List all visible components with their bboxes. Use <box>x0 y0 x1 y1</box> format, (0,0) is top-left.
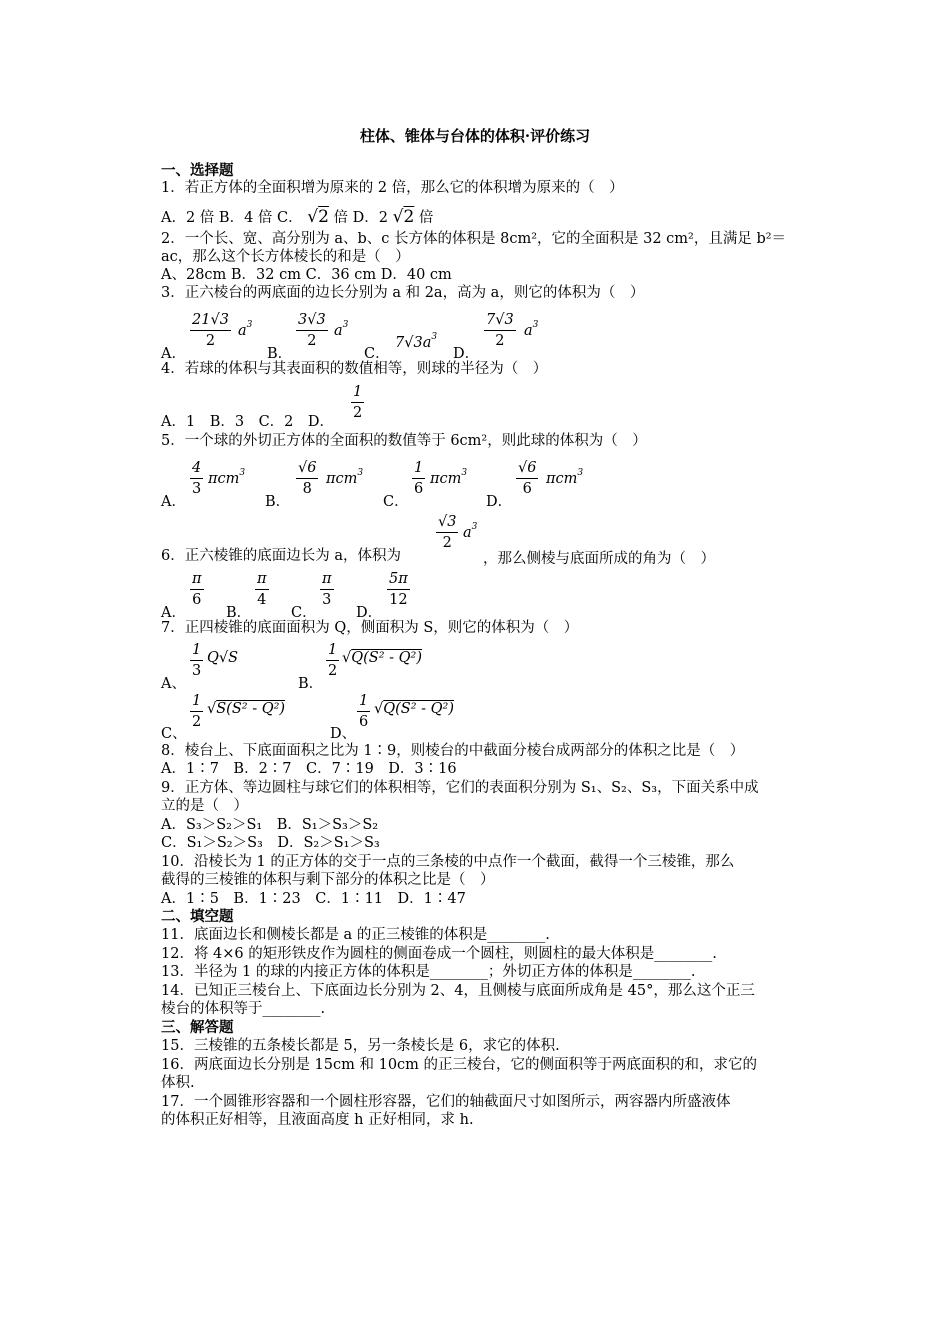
q4-option-d-fraction: $\frac{1}{2}$ <box>353 384 363 421</box>
q3-option-b-var: $a^3$ <box>334 320 349 339</box>
question-9-options-2: C．S₁＞S₂＞S₃ D．S₂＞S₁＞S₃ <box>161 835 380 851</box>
question-4-stem: 4．若球的体积与其表面积的数值相等，则球的半径为（ ） <box>161 361 548 377</box>
question-8-options: A．1∶7 B．2∶7 C．7∶19 D．3∶16 <box>161 761 457 777</box>
section-heading-choice: 一、选择题 <box>161 162 234 179</box>
question-2-line-1: 2．一个长、宽、高分别为 a、b、c 长方体的体积是 8cm²，它的全面积是 32 cm²，且满足 b²＝ <box>161 231 787 247</box>
q6-option-c-label: C． <box>291 605 317 621</box>
q5-option-a-fraction: $\frac{4}{3}$ <box>192 460 202 497</box>
question-6-stem-a: 6．正六棱锥的底面边长为 a，体积为 <box>161 548 401 564</box>
q6-option-d-label: D． <box>356 605 383 621</box>
question-16-line-1: 16．两底面边长分别是 15cm 和 10cm 的正三棱台，它的侧面积等于两底面积的和，求它的 <box>161 1057 758 1073</box>
question-4-options: A．1 B．3 C．2 D． <box>161 414 335 430</box>
question-12: 12．将 4×6 的矩形铁皮作为圆柱的侧面卷成一个圆柱，则圆柱的最大体积是________. <box>161 946 717 962</box>
q3-option-d-var: $a^3$ <box>524 320 539 339</box>
q6-option-b-fraction: $\frac{\pi}{4}$ <box>257 571 267 608</box>
question-15: 15．三棱锥的五条棱长都是 5，另一条棱长是 6，求它的体积. <box>161 1038 560 1054</box>
question-7-stem: 7．正四棱锥的底面面积为 Q，侧面积为 S，则它的体积为（ ） <box>161 620 579 636</box>
q5-option-a-label: A． <box>161 494 186 510</box>
q5-option-d-label: D． <box>486 494 513 510</box>
q1-option-d-tail: 倍 <box>418 210 434 226</box>
q3-option-d-label: D． <box>453 346 480 362</box>
question-3-stem: 3．正六棱台的两底面的边长分别为 a 和 2a，高为 a，则它的体积为（ ） <box>161 285 645 301</box>
question-5-stem: 5．一个球的外切正方体的全面积的数值等于 6cm²，则此球的体积为（ ） <box>161 433 647 449</box>
question-6-stem-b: ，那么侧棱与底面所成的角为（ ） <box>483 551 715 567</box>
q3-option-a-label: A． <box>161 346 186 362</box>
question-10-options: A．1∶5 B．1∶23 C．1∶11 D．1∶47 <box>161 891 466 907</box>
q1-option-d: D．2 <box>352 210 388 226</box>
question-10-line-1: 10．沿棱长为 1 的正方体的交于一点的三条棱的中点作一个截面，截得一个三棱锥，那么 <box>161 854 735 870</box>
q7-option-a-label: A、 <box>161 676 186 692</box>
q1-option-c-tail: 倍 <box>333 210 349 226</box>
q6-volume-var: $a^3$ <box>463 522 478 541</box>
q6-option-b-label: B． <box>226 605 252 621</box>
question-17-line-2: 的体积正好相等，且液面高度 h 正好相同，求 h. <box>161 1112 474 1128</box>
q5-option-b-unit: πcm$^3$ <box>326 468 364 487</box>
q7-option-c-fraction: $\frac{1}{2}$ <box>192 693 202 730</box>
q5-option-b-label: B． <box>265 494 291 510</box>
q5-option-c-unit: πcm$^3$ <box>430 468 468 487</box>
q7-option-b-label: B． <box>298 676 324 692</box>
q3-option-b-label: B． <box>267 346 293 362</box>
q5-option-c-fraction: $\frac{1}{6}$ <box>414 460 424 497</box>
question-11: 11．底面边长和侧棱长都是 a 的正三棱锥的体积是________. <box>161 927 550 943</box>
question-14-line-1: 14．已知正三棱台上、下底面边长分别为 2、4，且侧棱与底面所成角是 45°，那么这个正三 <box>161 983 755 999</box>
q3-option-a-fraction: $\frac{21√3}{2}$ <box>192 312 229 349</box>
q3-option-d-fraction: $\frac{7√3}{2}$ <box>486 312 514 349</box>
q5-option-d-fraction: $\frac{√6}{6}$ <box>518 460 537 497</box>
q7-option-b-expr: √Q(S² - Q²) <box>342 650 423 666</box>
question-10-line-2: 截得的三棱锥的体积与剩下部分的体积之比是（ ） <box>161 872 495 888</box>
q6-volume-fraction: $\frac{√3}{2}$ <box>438 514 457 551</box>
question-13: 13．半径为 1 的球的内接正方体的体积是________；外切正方体的体积是________. <box>161 964 696 980</box>
q3-option-b-fraction: $\frac{3√3}{2}$ <box>298 312 326 349</box>
question-2-line-2: ac，那么这个长方体棱长的和是（ ） <box>161 249 410 265</box>
q7-option-d-label: D、 <box>330 726 357 742</box>
q1-option-a: A．2 倍 <box>161 210 215 226</box>
question-16-line-2: 体积. <box>161 1075 195 1091</box>
section-heading-answer: 三、解答题 <box>161 1019 234 1036</box>
q7-option-d-fraction: $\frac{1}{6}$ <box>359 693 369 730</box>
section-heading-fill: 二、填空题 <box>161 908 234 925</box>
question-9-line-2: 立的是（ ） <box>161 798 248 814</box>
page-title: 柱体、锥体与台体的体积·评价练习 <box>359 127 591 145</box>
q3-option-c-label: C． <box>364 346 390 362</box>
q6-option-d-fraction: $\frac{5\pi}{12}$ <box>389 571 408 608</box>
q5-option-d-unit: πcm$^3$ <box>546 468 584 487</box>
q5-option-a-unit: πcm$^3$ <box>208 468 246 487</box>
q1-option-b: B．4 倍 <box>218 210 273 226</box>
q6-option-a-label: A． <box>161 605 186 621</box>
q7-option-a-expr: Q√S <box>207 650 239 666</box>
q1-sqrt-c: √2 <box>307 207 329 227</box>
q1-sqrt-d: √2 <box>392 207 415 227</box>
question-8-stem: 8．棱台上、下底面面积之比为 1∶9，则棱台的中截面分棱台成两部分的体积之比是（ ） <box>161 743 745 759</box>
question-9-line-1: 9．正方体、等边圆柱与球它们的体积相等，它们的表面积分别为 S₁、S₂、S₃，下面关系中成 <box>161 780 759 796</box>
q6-option-a-fraction: $\frac{\pi}{6}$ <box>192 571 202 608</box>
q3-option-a-var: $a^3$ <box>238 320 253 339</box>
q6-option-c-fraction: $\frac{\pi}{3}$ <box>322 571 332 608</box>
q7-option-c-expr: √S(S² - Q²) <box>207 701 286 717</box>
q1-option-c: C． <box>277 210 303 226</box>
question-9-options-1: A．S₃＞S₂＞S₁ B．S₁＞S₃＞S₂ <box>161 817 379 833</box>
q3-option-c-expr: $7√3a^3$ <box>395 332 438 351</box>
question-1-options <box>161 208 433 227</box>
q7-option-d-expr: √Q(S² - Q²) <box>374 701 455 717</box>
q7-option-b-fraction: $\frac{1}{2}$ <box>328 642 338 679</box>
question-2-options: A、28cm B．32 cm C．36 cm D．40 cm <box>161 267 452 283</box>
q5-option-b-fraction: $\frac{√6}{8}$ <box>298 460 317 497</box>
q7-option-c-label: C、 <box>161 726 187 742</box>
q5-option-c-label: C． <box>383 494 409 510</box>
question-17-line-1: 17．一个圆锥形容器和一个圆柱形容器，它们的轴截面尺寸如图所示，两容器内所盛液体 <box>161 1094 731 1110</box>
question-14-line-2: 棱台的体积等于________. <box>161 1001 326 1017</box>
question-1-stem: 1．若正方体的全面积增为原来的 2 倍，那么它的体积增为原来的（ ） <box>161 180 624 196</box>
q7-option-a-fraction: $\frac{1}{3}$ <box>192 642 202 679</box>
